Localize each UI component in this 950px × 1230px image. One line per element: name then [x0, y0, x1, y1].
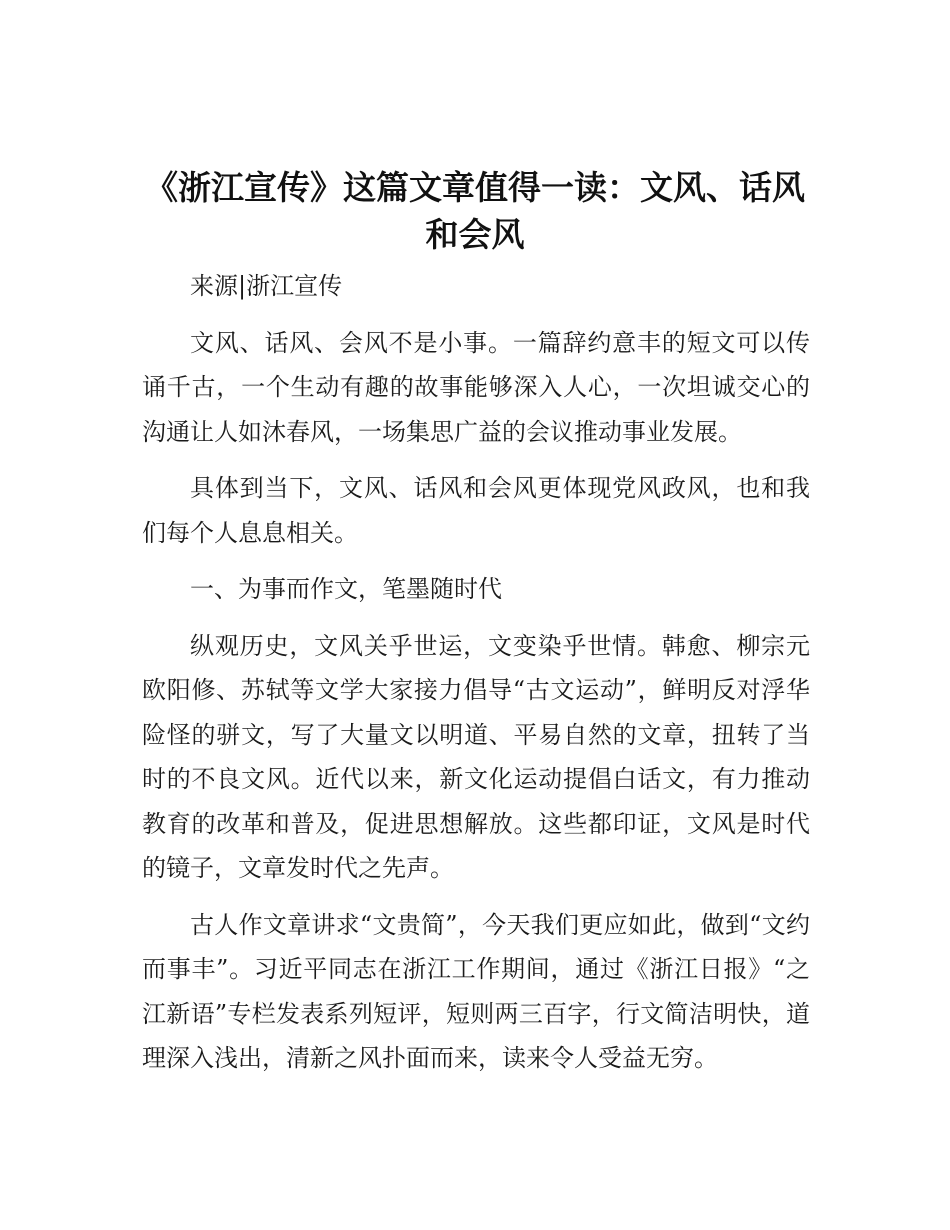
title-line-2: 和会风 [425, 215, 525, 254]
paragraph-concise: 古人作文章讲求“文贵简”，今天我们更应如此，做到“文约而事丰”。习近平同志在浙江工作期间，通过《浙江日报》“之江新语”专栏发表系列短评，短则两三百字，行文简洁明快，道理深入浅出，清新之风扑面而来，读来令人受益无穷。 [142, 910, 810, 1072]
paragraph-intro: 文风、话风、会风不是小事。一篇辞约意丰的短文可以传诵千古，一个生动有趣的故事能够深入人心，一次坦诚交心的沟通让人如沐春风，一场集思广益的会议推动事业发展。 [142, 328, 810, 446]
document-title [120, 164, 830, 258]
document-body [142, 264, 810, 1093]
section-heading-1: 一、为事而作文，笔墨随时代 [190, 575, 502, 603]
paragraph-history: 纵观历史，文风关乎世运，文变染乎世情。韩愈、柳宗元欧阳修、苏轼等文学大家接力倡导“古文运动”，鲜明反对浮华险怪的骈文，写了大量文以明道、平易自然的文章，扭转了当时的不良文风。近代以来，新文化运动提倡白话文，有力推动教育的改革和普及，促进思想解放。这些都印证，文风是时代的镜子，文章发时代之先声。 [142, 631, 810, 882]
title-line-1: 《浙江宣传》这篇文章值得一读：文风、话风 [145, 168, 805, 207]
paragraph-present: 具体到当下，文风、话风和会风更体现党风政风，也和我们每个人息息相关。 [142, 474, 810, 547]
source-line: 来源|浙江宣传 [190, 272, 343, 300]
